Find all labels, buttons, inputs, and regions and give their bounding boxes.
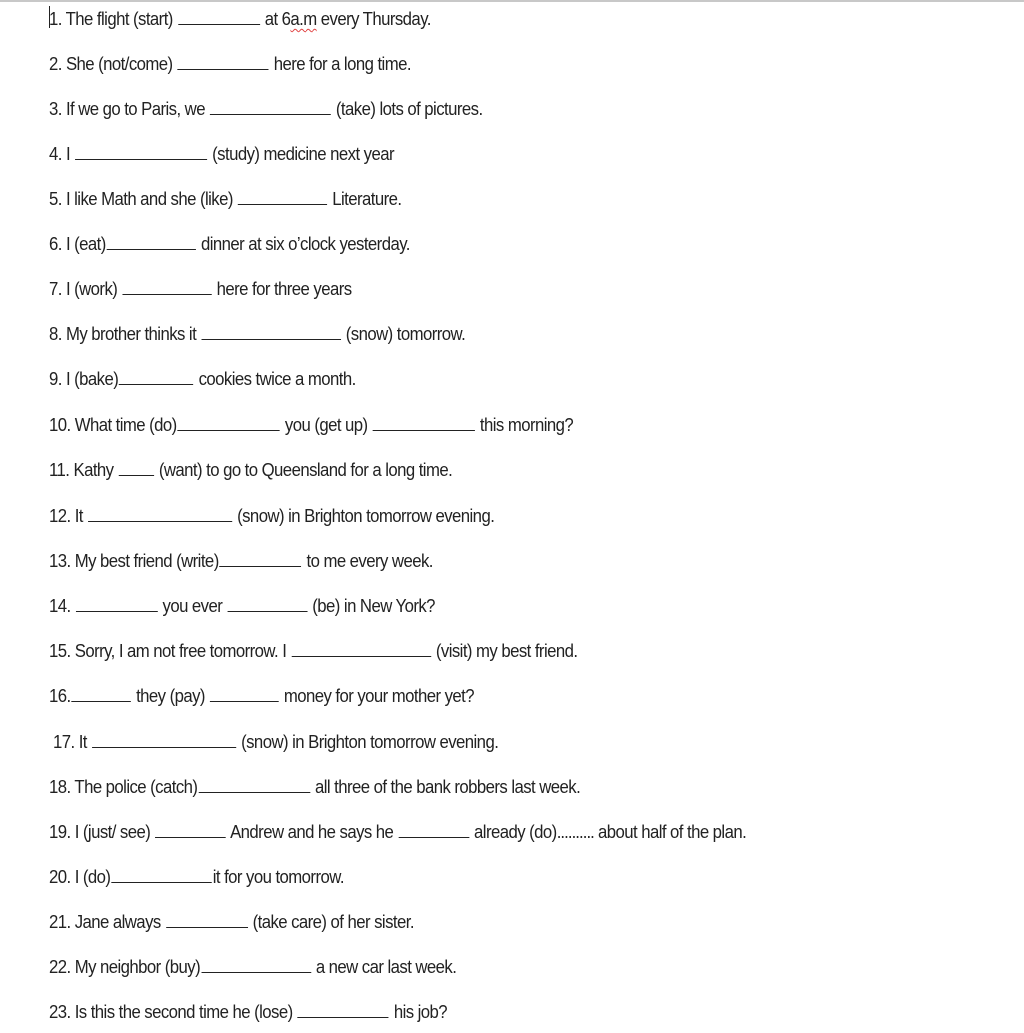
item-text: (study) medicine next year	[212, 144, 394, 164]
item-text: My best friend (write)	[74, 551, 219, 571]
item-text: If we go to Paris, we	[65, 99, 205, 119]
item-number: 15.	[49, 641, 71, 661]
answer-blank[interactable]	[220, 566, 302, 567]
exercise-item-20	[49, 864, 344, 890]
item-text: you (get up)	[284, 415, 368, 435]
item-text: What time (do)	[74, 415, 177, 435]
item-text: I like Math and she (like)	[65, 189, 233, 209]
exercise-item-2	[49, 51, 411, 77]
item-text: (snow) in Brighton tomorrow evening.	[237, 506, 495, 526]
item-text: cookies twice a month.	[198, 369, 356, 389]
exercise-item-5	[49, 186, 401, 212]
exercise-item-4	[49, 141, 394, 167]
item-text: dinner at six o’clock yesterday.	[201, 234, 410, 254]
answer-blank[interactable]	[119, 384, 193, 385]
answer-blank[interactable]	[201, 339, 341, 340]
exercise-item-15	[49, 638, 577, 664]
answer-blank[interactable]	[75, 159, 207, 160]
item-text: (take care) of her sister.	[252, 912, 414, 932]
item-number: 23.	[49, 1002, 71, 1022]
item-number: 9.	[49, 369, 62, 389]
item-number: 22.	[49, 957, 71, 977]
item-text: (want) to go to Queensland for a long time.	[158, 460, 453, 480]
answer-blank[interactable]	[291, 656, 431, 657]
item-number: 13.	[49, 551, 71, 571]
item-text: a new car last week.	[315, 957, 457, 977]
answer-blank[interactable]	[198, 792, 310, 793]
item-text: I	[65, 144, 71, 164]
item-text: here for a long time.	[273, 54, 411, 74]
exercise-item-18	[49, 774, 580, 800]
item-text: every Thursday.	[320, 9, 431, 29]
item-text: I (do)	[74, 867, 111, 887]
item-text: She (not/come)	[65, 54, 173, 74]
answer-blank[interactable]	[210, 701, 279, 702]
answer-blank[interactable]	[72, 701, 132, 702]
exercise-item-19	[49, 819, 746, 845]
exercise-item-13	[49, 548, 433, 574]
item-text: (snow) tomorrow.	[345, 324, 466, 344]
exercise-item-17	[53, 729, 498, 755]
answer-blank[interactable]	[210, 114, 331, 115]
answer-blank[interactable]	[238, 204, 327, 205]
dotted-answer-blank[interactable]: ..........	[556, 822, 594, 842]
item-text: My brother thinks it	[65, 324, 197, 344]
item-number: 16.	[49, 686, 71, 706]
item-number: 17.	[53, 732, 75, 752]
item-text: Sorry, I am not free tomorrow. I	[74, 641, 287, 661]
item-text: Is this the second time he (lose)	[74, 1002, 293, 1022]
item-text: My neighbor (buy)	[74, 957, 201, 977]
answer-blank[interactable]	[155, 837, 226, 838]
item-text: I (work)	[65, 279, 118, 299]
item-text: I (just/ see)	[74, 822, 151, 842]
exercise-item-16	[49, 683, 474, 709]
item-text: Literature.	[332, 189, 402, 209]
item-number: 10.	[49, 415, 71, 435]
item-text: (snow) in Brighton tomorrow evening.	[241, 732, 499, 752]
exercise-item-12	[49, 503, 494, 529]
item-number: 8.	[49, 324, 62, 344]
exercise-item-14	[49, 593, 435, 619]
item-number: 14.	[49, 596, 71, 616]
item-text: his job?	[393, 1002, 448, 1022]
item-text: The police (catch)	[74, 777, 198, 797]
exercise-item-21	[49, 909, 414, 935]
spellcheck-flagged-word: a.m	[290, 9, 317, 29]
item-number: 1.	[49, 9, 62, 29]
item-number: 3.	[49, 99, 62, 119]
answer-blank[interactable]	[398, 837, 469, 838]
item-number: 20.	[49, 867, 71, 887]
item-number: 7.	[49, 279, 62, 299]
item-number: 19.	[49, 822, 71, 842]
item-text: all three of the bank robbers last week.	[314, 777, 581, 797]
answer-blank[interactable]	[107, 249, 196, 250]
exercise-item-3	[49, 96, 483, 122]
item-text: Jane always	[74, 912, 161, 932]
answer-blank[interactable]	[178, 24, 260, 25]
item-number: 21.	[49, 912, 71, 932]
answer-blank[interactable]	[92, 747, 236, 748]
item-number: 6.	[49, 234, 62, 254]
item-number: 12.	[49, 506, 71, 526]
answer-blank[interactable]	[298, 1017, 389, 1018]
item-text: Andrew and he says he	[230, 822, 394, 842]
exercise-item-23	[49, 999, 447, 1025]
answer-blank[interactable]	[227, 611, 307, 612]
exercise-item-8	[49, 321, 465, 347]
exercise-item-7	[49, 276, 352, 302]
item-text: I (bake)	[65, 369, 119, 389]
answer-blank[interactable]	[373, 430, 475, 431]
answer-blank[interactable]	[119, 475, 154, 476]
exercise-item-1	[49, 6, 431, 32]
answer-blank[interactable]	[76, 611, 158, 612]
exercise-item-6	[49, 231, 410, 257]
item-number: 4.	[49, 144, 62, 164]
item-text: I (eat)	[65, 234, 106, 254]
item-text: The flight (start)	[65, 9, 173, 29]
item-text: (visit) my best friend.	[435, 641, 578, 661]
answer-blank[interactable]	[111, 882, 211, 883]
answer-blank[interactable]	[201, 972, 311, 973]
item-text: It	[74, 506, 83, 526]
item-text: at 6	[264, 9, 291, 29]
exercise-item-10	[49, 412, 573, 438]
item-text: here for three years	[216, 279, 352, 299]
item-text: already (do)	[474, 822, 557, 842]
item-text: (be) in New York?	[312, 596, 435, 616]
answer-blank[interactable]	[122, 294, 211, 295]
exercise-item-22	[49, 954, 456, 980]
item-number: 2.	[49, 54, 62, 74]
item-text: it for you tomorrow.	[212, 867, 344, 887]
exercise-item-11	[49, 457, 452, 483]
item-text: money for your mother yet?	[283, 686, 475, 706]
item-text: (take) lots of pictures.	[335, 99, 483, 119]
item-text: you ever	[162, 596, 223, 616]
answer-blank[interactable]	[88, 521, 232, 522]
exercise-item-9	[49, 366, 356, 392]
item-text: this morning?	[479, 415, 574, 435]
item-text: Kathy	[73, 460, 114, 480]
item-text: to me every week.	[306, 551, 433, 571]
item-text: It	[78, 732, 87, 752]
item-number: 5.	[49, 189, 62, 209]
item-number: 18.	[49, 777, 71, 797]
item-number: 11.	[49, 460, 70, 480]
item-text: about half of the plan.	[598, 822, 747, 842]
answer-blank[interactable]	[166, 927, 248, 928]
item-text: they (pay)	[136, 686, 205, 706]
answer-blank[interactable]	[178, 69, 269, 70]
answer-blank[interactable]	[178, 430, 280, 431]
